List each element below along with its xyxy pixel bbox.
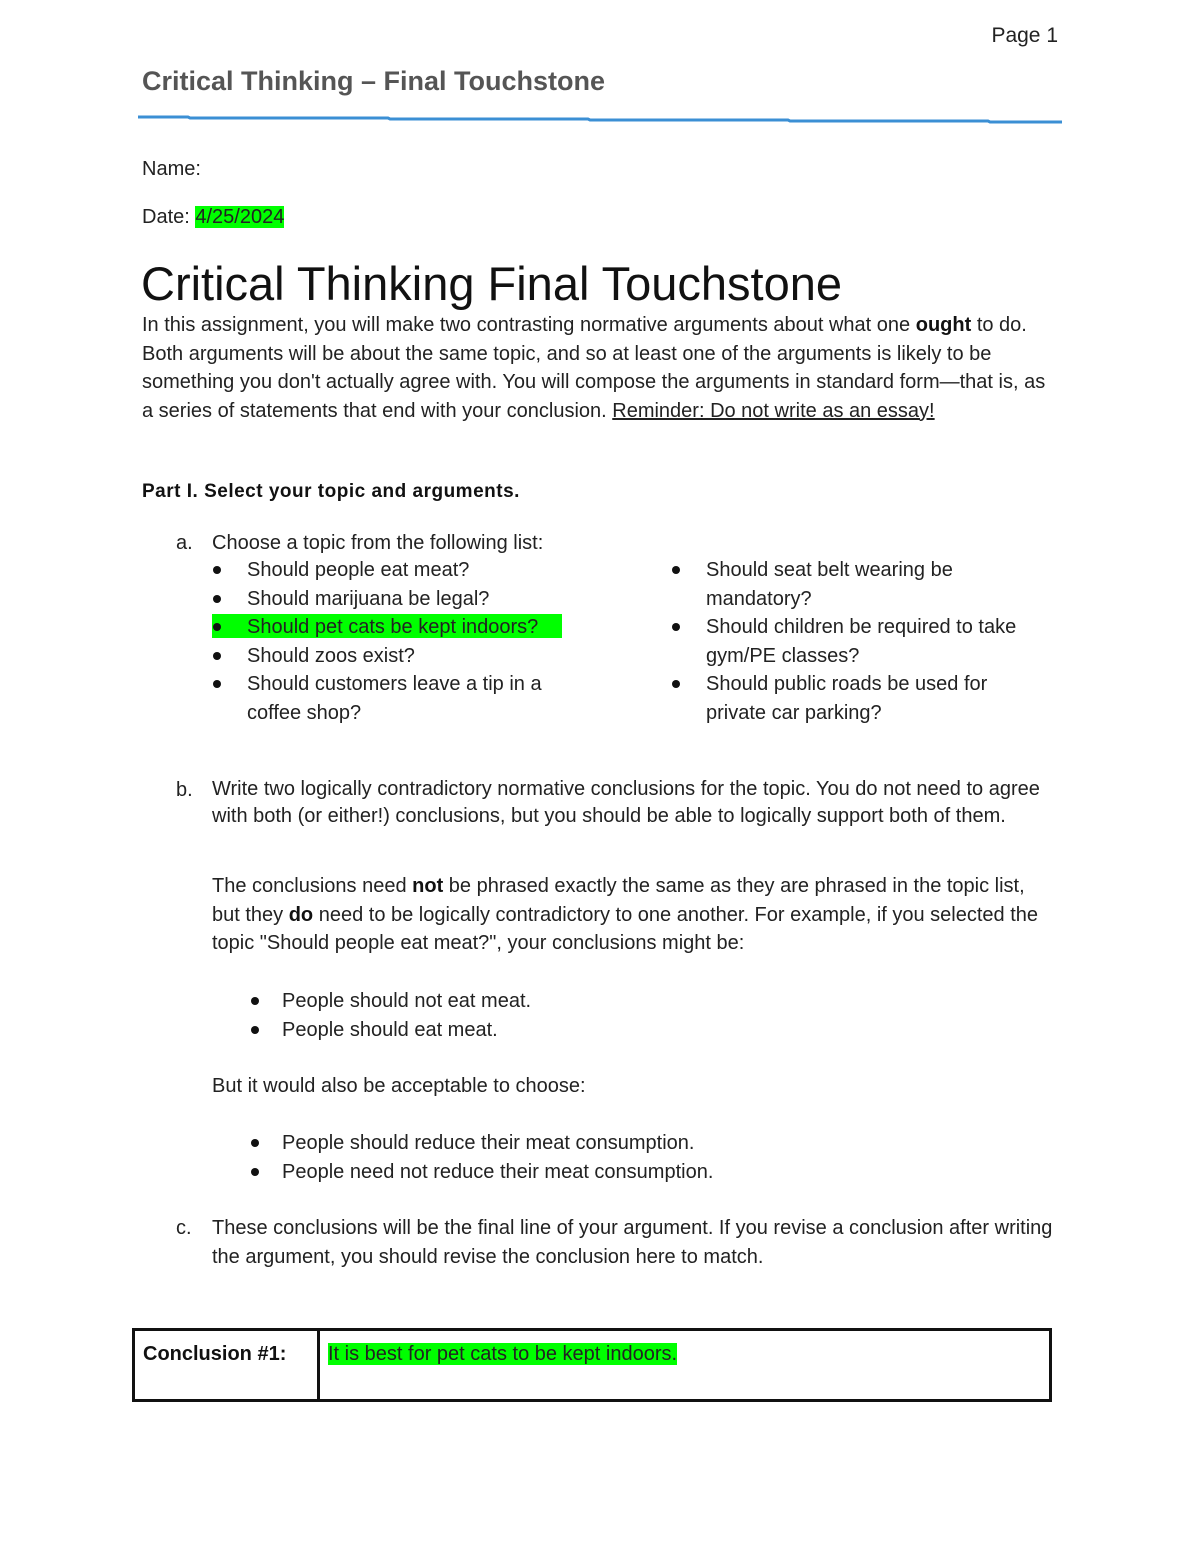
table-row bbox=[134, 1330, 1051, 1401]
topic-text: Should public roads be used for private car parking? bbox=[706, 673, 988, 724]
item-a-text: Choose a topic from the following list: bbox=[212, 532, 544, 554]
bullet-icon bbox=[213, 623, 221, 631]
example-item bbox=[248, 1158, 948, 1187]
topic-item bbox=[671, 556, 1051, 613]
bullet-icon bbox=[213, 566, 221, 574]
bullet-icon bbox=[251, 997, 259, 1005]
item-b-also: But it would also be acceptable to choose: bbox=[212, 1075, 586, 1097]
example-text: People should reduce their meat consumption. bbox=[282, 1132, 695, 1154]
example-list-1 bbox=[248, 987, 948, 1044]
header-title: Critical Thinking – Final Touchstone bbox=[142, 66, 606, 96]
bullet-icon bbox=[213, 680, 221, 688]
item-b-p2-text-3: need to be logically contradictory to one another. For example, if you selected the topic "Should people eat meat?", your conclusions might be: bbox=[212, 903, 1039, 954]
topic-list-right bbox=[671, 556, 1051, 727]
topic-list-left bbox=[212, 556, 572, 727]
conclusion-table bbox=[132, 1328, 1052, 1402]
item-c-text: These conclusions will be the final line of your argument. If you revise a conclusion after writing the argument, you should revise the conclusion here to match. bbox=[212, 1217, 1053, 1268]
example-text: People need not reduce their meat consumption. bbox=[282, 1160, 714, 1183]
document-title: Critical Thinking Final Touchstone bbox=[141, 257, 843, 310]
topic-text: Should seat belt wearing be mandatory? bbox=[706, 559, 953, 610]
bullet-icon bbox=[251, 1139, 259, 1147]
topic-item-selected bbox=[212, 613, 572, 642]
date-field bbox=[142, 206, 284, 229]
bullet-icon bbox=[672, 623, 680, 631]
part1-heading: Part I. Select your topic and arguments. bbox=[142, 481, 520, 502]
item-b-p2-text-2: be phrased exactly the same as they are phrased in the topic list, but they bbox=[212, 875, 1025, 926]
header-rule bbox=[138, 114, 1062, 124]
example-list-2 bbox=[248, 1129, 948, 1186]
topic-item bbox=[212, 556, 572, 585]
item-b-marker: b. bbox=[176, 779, 193, 801]
item-a-marker: a. bbox=[176, 532, 193, 554]
intro-paragraph bbox=[142, 311, 1052, 425]
conclusion-cell[interactable] bbox=[319, 1330, 1051, 1401]
example-item bbox=[248, 1016, 948, 1045]
page-number: Page 1 bbox=[991, 24, 1058, 47]
example-text: People should eat meat. bbox=[282, 1018, 498, 1041]
bullet-icon bbox=[672, 566, 680, 574]
bullet-icon bbox=[251, 1026, 259, 1034]
topic-item bbox=[671, 670, 1051, 727]
topic-item bbox=[671, 613, 1051, 670]
intro-bold-ought: ought bbox=[915, 314, 972, 336]
conclusion-label: Conclusion #1: bbox=[134, 1330, 319, 1401]
name-label: Name: bbox=[142, 158, 201, 180]
bullet-icon bbox=[213, 652, 221, 660]
intro-text-1: In this assignment, you will make two contrasting normative arguments about what one bbox=[142, 314, 916, 336]
topic-text: Should marijuana be legal? bbox=[247, 587, 490, 610]
topic-item bbox=[212, 670, 572, 727]
item-c-marker: c. bbox=[176, 1217, 192, 1239]
topic-text: Should zoos exist? bbox=[247, 644, 415, 667]
date-label: Date: bbox=[142, 206, 190, 228]
topic-text: Should people eat meat? bbox=[247, 559, 470, 581]
item-b-text: Write two logically contradictory normative conclusions for the topic. You do not need to agree with both (or either!) conclusions, but you should be able to logically support both of them. bbox=[212, 778, 1040, 827]
bullet-icon bbox=[672, 680, 680, 688]
bullet-icon bbox=[251, 1168, 259, 1176]
item-b-bold-not: not bbox=[412, 875, 444, 897]
topic-text: Should children be required to take gym/PE classes? bbox=[706, 616, 1017, 667]
date-value: 4/25/2024 bbox=[195, 206, 285, 228]
topic-text: Should pet cats be kept indoors? bbox=[247, 616, 539, 638]
topic-item bbox=[212, 642, 572, 671]
topic-text: Should customers leave a tip in a coffee shop? bbox=[247, 673, 542, 724]
item-b-p2-text-1: The conclusions need bbox=[212, 875, 413, 897]
name-field bbox=[142, 158, 201, 181]
intro-text-2: to do. Both arguments will be about the same topic, and so at least one of the arguments is likely to be something you don't actually agree with. You will compose the arguments in standard form—that is, as a series of statements that end with your conclusion. bbox=[142, 314, 1046, 422]
topic-item bbox=[212, 585, 572, 614]
bullet-icon bbox=[213, 595, 221, 603]
item-b-bold-do: do bbox=[288, 903, 314, 926]
example-text: People should not eat meat. bbox=[282, 990, 532, 1012]
item-b-paragraph bbox=[212, 872, 1057, 958]
example-item bbox=[248, 987, 948, 1016]
example-item bbox=[248, 1129, 948, 1158]
intro-reminder: Reminder: Do not write as an essay! bbox=[612, 399, 935, 422]
conclusion-value: It is best for pet cats to be kept indoors. bbox=[328, 1343, 678, 1365]
